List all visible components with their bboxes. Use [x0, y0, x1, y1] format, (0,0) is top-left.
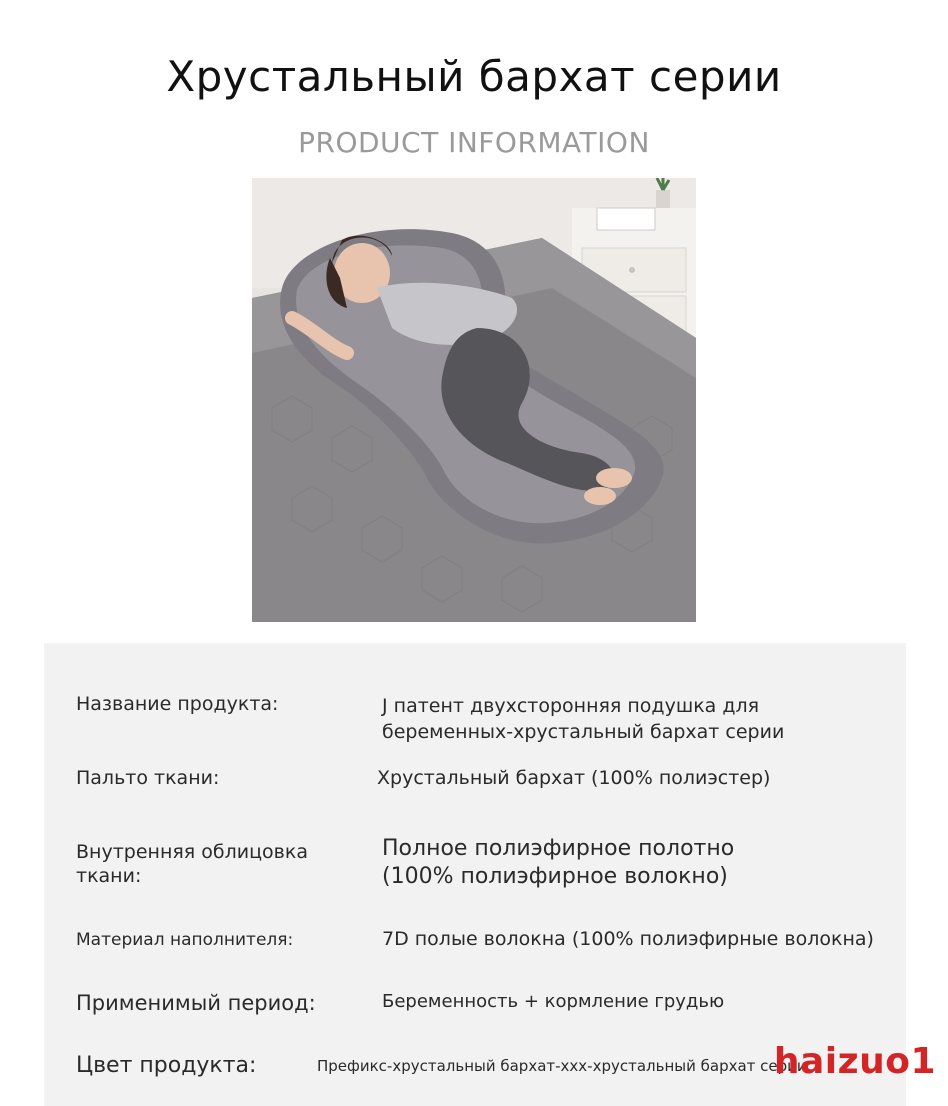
product-photo	[252, 178, 696, 622]
spec-value-line: Префикс-хрустальный бархат-xxx-хрустальный бархат серии	[317, 1057, 807, 1075]
spec-value-line: (100% полиэфирное волокно)	[382, 864, 728, 889]
page-title: Хрустальный бархат серии	[166, 52, 782, 101]
product-photo-illustration	[252, 178, 696, 622]
spec-value-line: 7D полые волокна (100% полиэфирные волокна)	[382, 928, 874, 950]
spec-value-line: Хрустальный бархат (100% полиэстер)	[377, 767, 771, 789]
spec-label: Применимый период:	[76, 991, 316, 1015]
spec-value	[382, 693, 784, 745]
spec-panel	[44, 643, 906, 1106]
spec-value-line: J патент двухсторонняя подушка для	[382, 695, 760, 717]
spec-label-line: ткани:	[76, 865, 142, 887]
spec-label	[76, 840, 308, 888]
spec-value	[382, 835, 734, 891]
spec-value-line: Полное полиэфирное полотно	[382, 836, 735, 861]
spec-value	[317, 1057, 807, 1075]
spec-value	[382, 991, 724, 1012]
spec-value	[382, 928, 874, 950]
spec-value-line: беременных-хрустальный бархат серии	[382, 721, 785, 743]
spec-label: Пальто ткани:	[76, 767, 220, 789]
spec-value	[377, 767, 770, 789]
page-subtitle: PRODUCT INFORMATION	[298, 126, 650, 159]
spec-label: Цвет продукта:	[76, 1053, 257, 1078]
spec-value-line: Беременность + кормление грудью	[382, 991, 725, 1012]
spec-label: Материал наполнителя:	[76, 930, 294, 950]
spec-label-line: Внутренняя облицовка	[76, 841, 308, 863]
watermark-text: haizuo1	[773, 1041, 936, 1082]
spec-label: Название продукта:	[76, 693, 279, 715]
